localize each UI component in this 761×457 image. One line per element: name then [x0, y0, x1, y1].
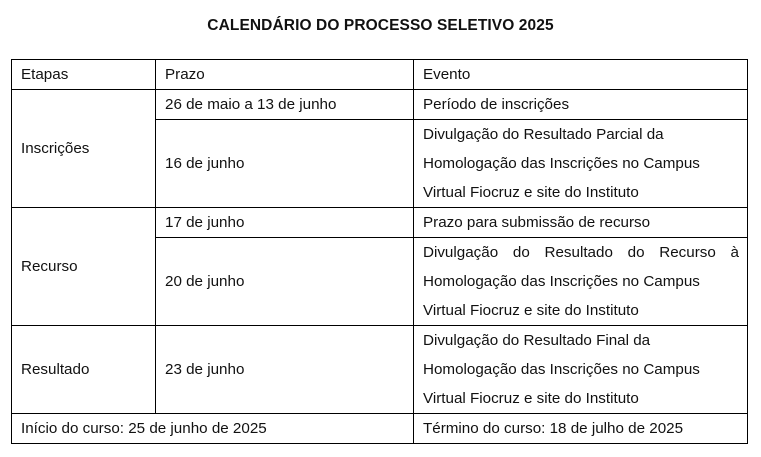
evento-line: Virtual Fiocruz e site do Instituto: [423, 184, 639, 201]
etapa-cell: Recurso: [12, 208, 156, 326]
footer-row: [12, 414, 748, 444]
evento-line: Virtual Fiocruz e site do Instituto: [423, 302, 639, 319]
evento-cell: [414, 120, 748, 208]
evento-cell: [414, 326, 748, 414]
course-start: Início do curso: 25 de junho de 2025: [12, 414, 414, 444]
table-row: [12, 90, 748, 120]
prazo-cell: 26 de maio a 13 de junho: [156, 90, 414, 120]
prazo-cell: 17 de junho: [156, 208, 414, 238]
header-evento: Evento: [414, 60, 748, 90]
course-end: Término do curso: 18 de julho de 2025: [414, 414, 748, 444]
table-row: [12, 326, 748, 414]
evento-line: Homologação das Inscrições no Campus: [423, 155, 700, 172]
prazo-cell: 16 de junho: [156, 120, 414, 208]
header-prazo: Prazo: [156, 60, 414, 90]
evento-line: Divulgação do Resultado do Recurso à: [423, 244, 739, 261]
evento-cell: [414, 238, 748, 326]
evento-line: Homologação das Inscrições no Campus: [423, 361, 700, 378]
prazo-cell: 23 de junho: [156, 326, 414, 414]
etapa-cell: Inscrições: [12, 90, 156, 208]
evento-cell: Prazo para submissão de recurso: [414, 208, 748, 238]
evento-line: Homologação das Inscrições no Campus: [423, 273, 700, 290]
prazo-cell: 20 de junho: [156, 238, 414, 326]
etapa-cell: Resultado: [12, 326, 156, 414]
header-etapas: Etapas: [12, 60, 156, 90]
header-row: [12, 60, 748, 90]
evento-cell: Período de inscrições: [414, 90, 748, 120]
evento-line: Virtual Fiocruz e site do Instituto: [423, 390, 639, 407]
evento-line: Divulgação do Resultado Final da: [423, 332, 651, 349]
table-row: [12, 208, 748, 238]
evento-line: Divulgação do Resultado Parcial da: [423, 126, 664, 143]
document-title: CALENDÁRIO DO PROCESSO SELETIVO 2025: [207, 17, 554, 34]
calendar-table: [11, 59, 748, 444]
